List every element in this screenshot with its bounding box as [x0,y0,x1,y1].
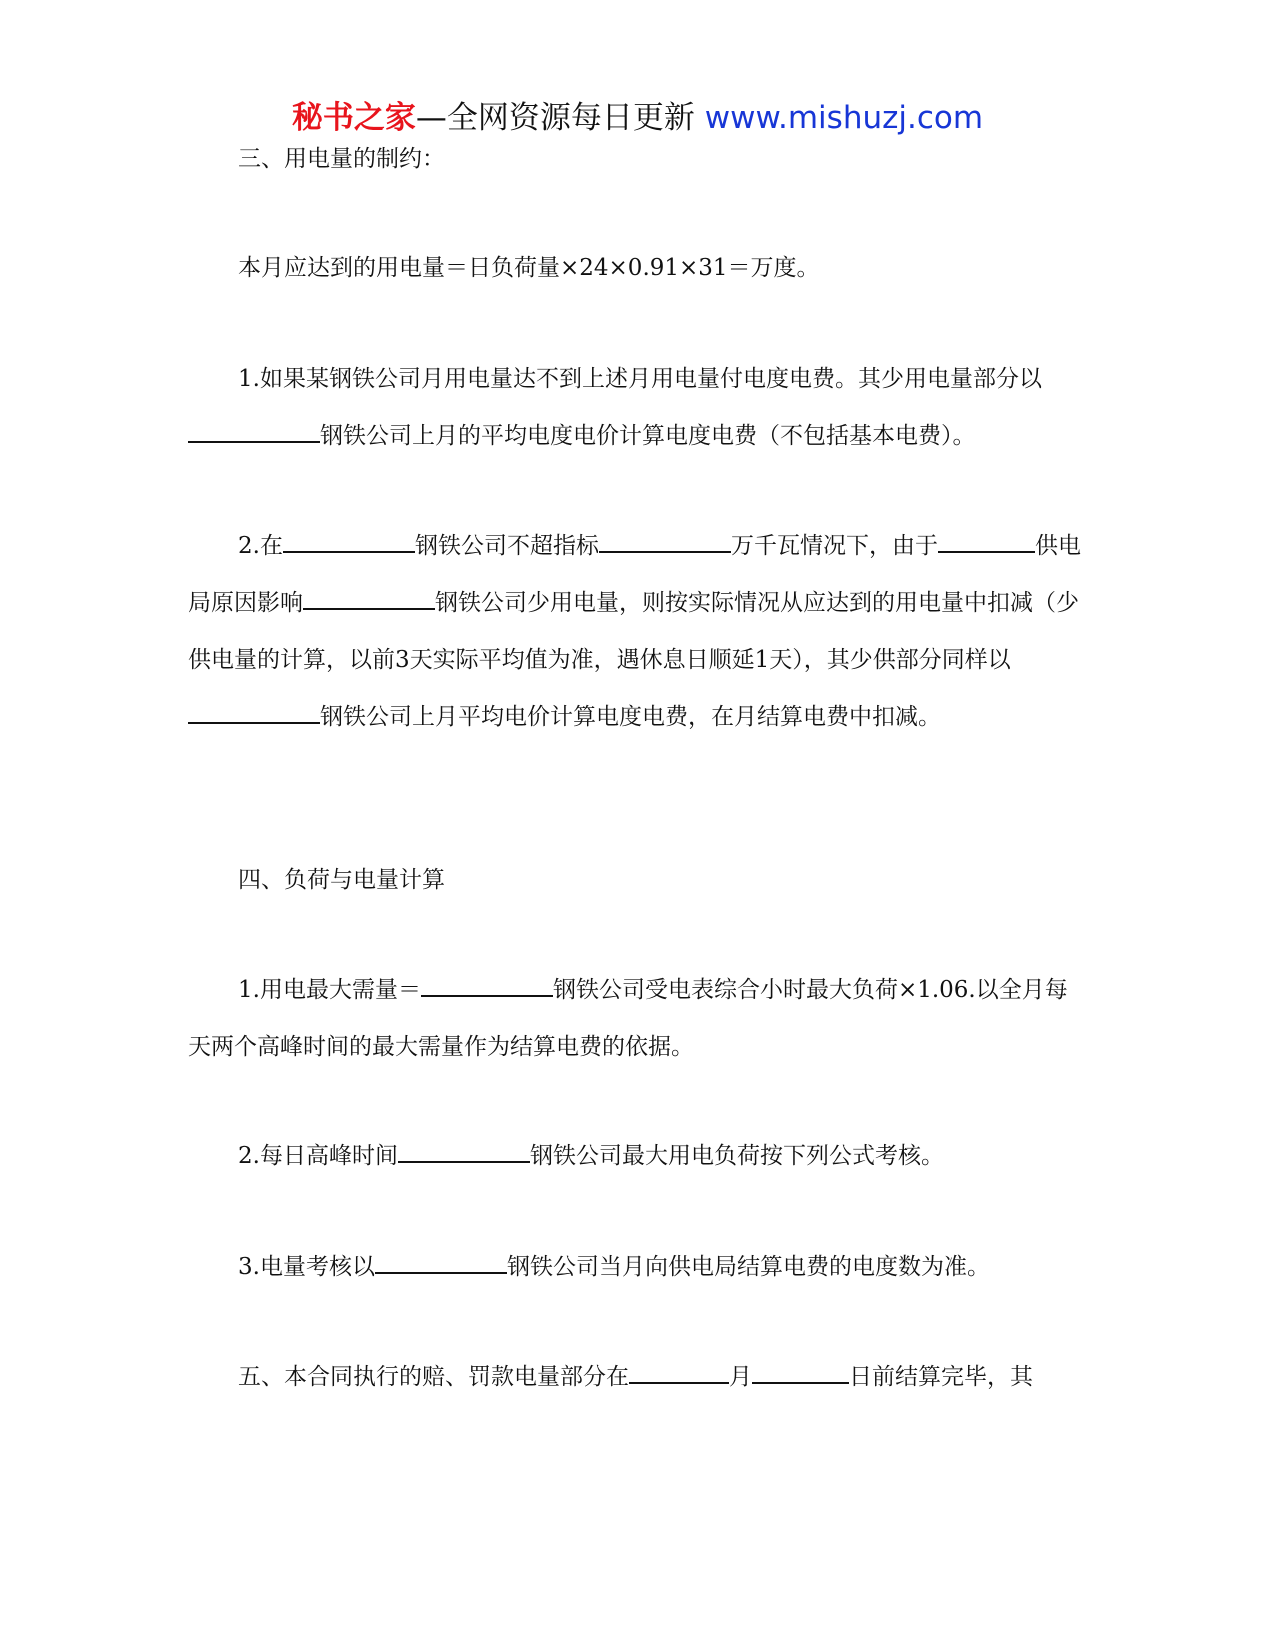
fill-blank [375,1250,507,1274]
fill-blank [599,529,731,553]
paragraph-3-2-text-a: 2.在 [238,533,283,559]
section-4-title: 四、负荷与电量计算 [238,867,445,893]
section-3-title: 三、用电量的制约： [238,146,445,172]
section-5-text-b: 月 [729,1364,752,1390]
paragraph-3-1 [188,351,1088,465]
fill-blank [283,529,415,553]
paragraph-3-1-text-b: 钢铁公司上月的平均电度电价计算电度电费（不包括基本电费）。 [320,423,976,449]
brand-name: 秘书之家 [291,100,416,136]
fill-blank [188,700,320,724]
paragraph-4-1-text-a: 1.用电最大需量＝ [238,977,421,1003]
site-url-link[interactable]: www.mishuzj.com [704,100,984,136]
section-5-text-c: 日前结算完毕，其 [849,1364,1033,1390]
fill-blank [398,1139,530,1163]
fill-blank [421,973,553,997]
header-tagline: —全网资源每日更新 [415,100,705,136]
fill-blank [629,1360,729,1384]
paragraph-4-2-text-a: 2.每日高峰时间 [238,1143,398,1169]
fill-blank [752,1360,849,1384]
usage-formula: 本月应达到的用电量＝日负荷量×24×0.91×31＝万度。 [238,255,820,281]
fill-blank [303,586,435,610]
paragraph-4-2-text-b: 钢铁公司最大用电负荷按下列公式考核。 [529,1143,944,1169]
paragraph-3-2-text-d: 供电局原因影响 [188,533,1081,616]
paragraph-4-3-text-a: 3.电量考核以 [238,1254,375,1280]
paragraph-4-3 [188,1239,1088,1296]
paragraph-3-2-text-f: 钢铁公司上月平均电价计算电度电费，在月结算电费中扣减。 [320,704,941,730]
paragraph-3-2-text-e: 钢铁公司少用电量，则按实际情况从应达到的用电量中扣减（少供电量的计算，以前3天实际平均值为准，遇休息日顺延1天），其少供部分同样以 [188,590,1079,673]
paragraph-3-2-text-b: 钢铁公司不超指标 [414,533,599,559]
paragraph-4-1-text-b: 钢铁公司受电表综合小时最大负荷×1.06.以全月每天两个高峰时间的最大需量作为结算电费的依据。 [188,977,1068,1060]
paragraph-3-2 [188,518,1088,746]
paragraph-4-1 [188,962,1088,1076]
fill-blank [188,419,320,443]
paragraph-4-2 [188,1128,1088,1185]
section-5-paragraph [188,1349,1088,1406]
paragraph-3-2-text-c: 万千瓦情况下，由于 [730,533,938,559]
section-5-text-a: 五、本合同执行的赔、罚款电量部分在 [238,1364,629,1390]
paragraph-4-3-text-b: 钢铁公司当月向供电局结算电费的电度数为准。 [506,1254,990,1280]
paragraph-3-1-text-a: 1.如果某钢铁公司月用电量达不到上述月用电量付电度电费。其少用电量部分以 [238,366,1042,392]
fill-blank [938,529,1035,553]
